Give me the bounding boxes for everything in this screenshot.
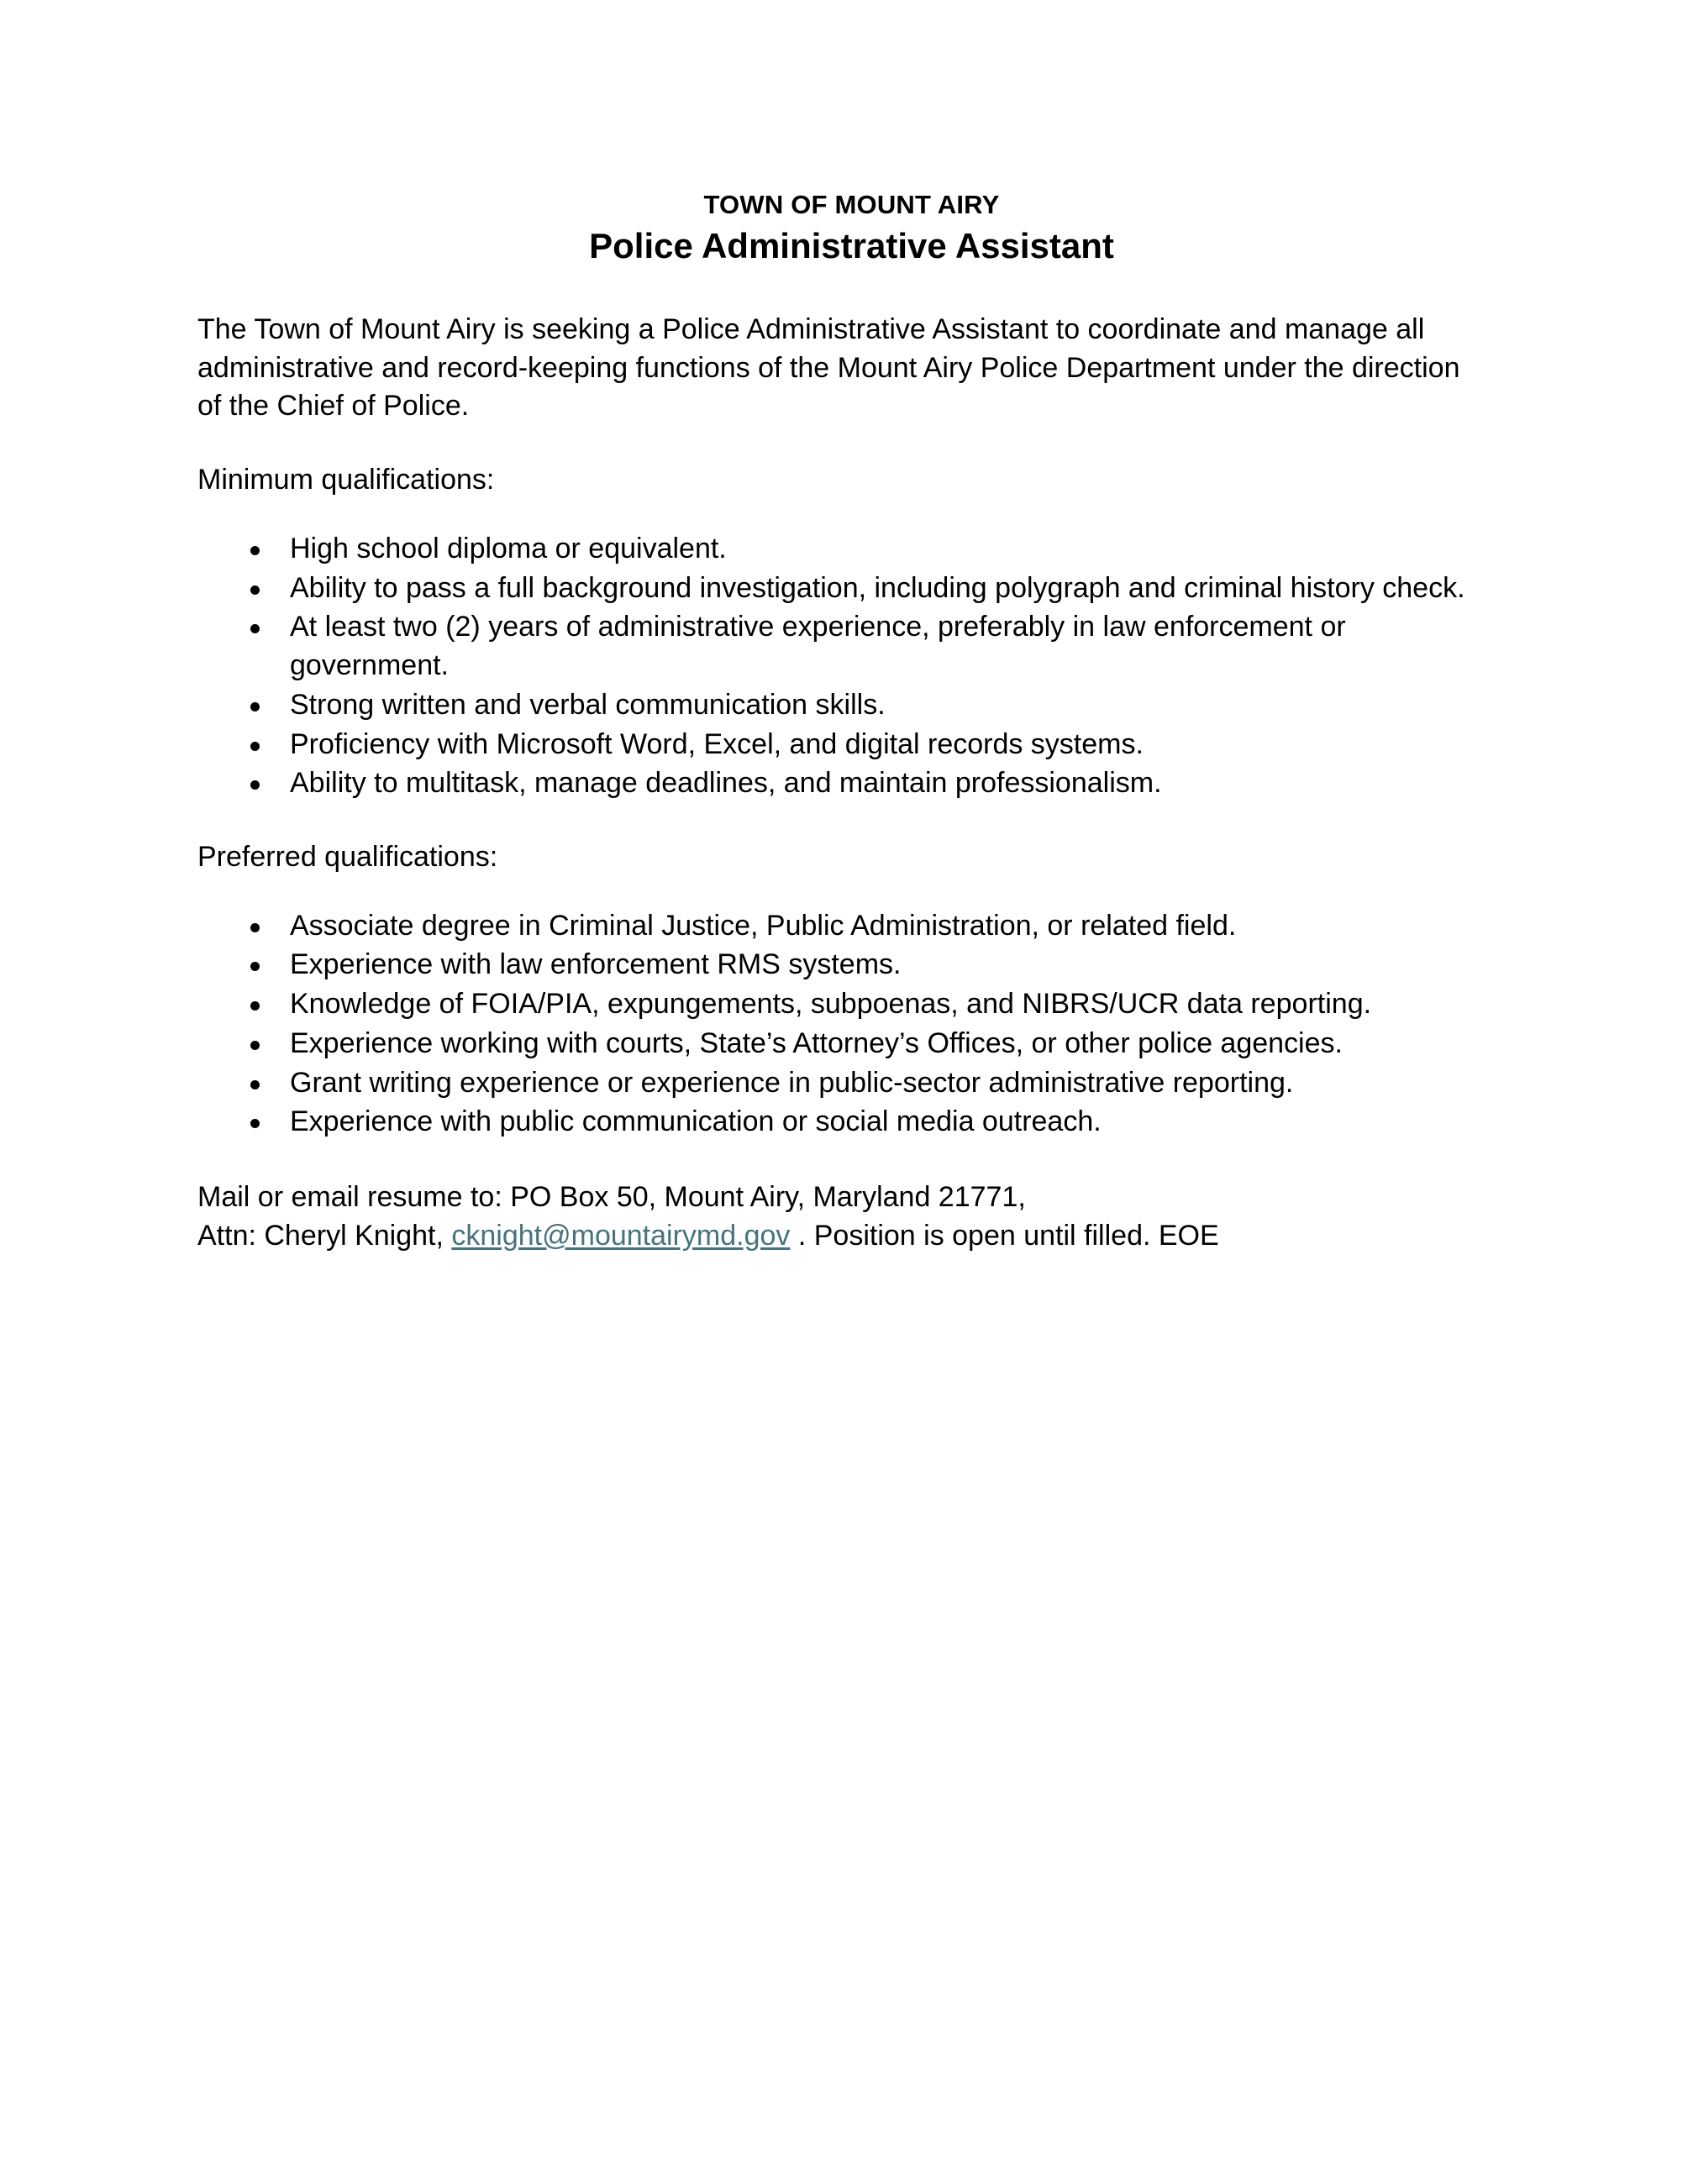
list-item: At least two (2) years of administrative experience, preferably in law enforcement or government. (197, 608, 1479, 685)
page-title: Police Administrative Assistant (589, 225, 1114, 265)
list-item: Proficiency with Microsoft Word, Excel, and digital records systems. (197, 726, 1479, 764)
email-link[interactable]: cknight@mountairymd.gov (451, 1219, 791, 1252)
list-item: Ability to multitask, manage deadlines, and maintain professionalism. (197, 764, 1479, 803)
list-item: Ability to pass a full background investigation, including polygraph and criminal history check. (197, 570, 1479, 608)
contact-block (197, 1179, 1479, 1255)
contact-name-prefix: Attn: Cheryl Knight, (197, 1219, 452, 1252)
list-item: Experience with law enforcement RMS systems. (197, 946, 1479, 984)
contact-status-suffix: . Position is open until filled. EOE (790, 1219, 1219, 1252)
list-item: Experience working with courts, State’s Attorney’s Offices, or other police agencies. (197, 1025, 1479, 1063)
contact-attention-line (197, 1217, 1479, 1256)
document-header (197, 189, 1479, 267)
intro-paragraph: The Town of Mount Airy is seeking a Police Administrative Assistant to coordinate and manage all administrative and record-keeping functions of the Mount Airy Police Department under the direction of the Chief of Police. (197, 313, 1460, 423)
preferred-qualifications-list (197, 907, 1479, 1142)
list-item: Knowledge of FOIA/PIA, expungements, subpoenas, and NIBRS/UCR data reporting. (197, 985, 1479, 1024)
list-item: Strong written and verbal communication skills. (197, 686, 1479, 725)
document-content (197, 189, 1479, 1255)
list-item: High school diploma or equivalent. (197, 530, 1479, 569)
minimum-qualifications-list (197, 530, 1479, 803)
list-item: Associate degree in Criminal Justice, Public Administration, or related field. (197, 907, 1479, 946)
mailing-address-line: Mail or email resume to: PO Box 50, Mount Airy, Maryland 21771, (197, 1180, 1026, 1213)
preferred-qualifications-label: Preferred qualifications: (197, 840, 498, 873)
list-item: Experience with public communication or social media outreach. (197, 1103, 1479, 1142)
organization-name: TOWN OF MOUNT AIRY (703, 190, 1000, 219)
list-item: Grant writing experience or experience in public-sector administrative reporting. (197, 1064, 1479, 1103)
minimum-qualifications-label: Minimum qualifications: (197, 464, 495, 496)
